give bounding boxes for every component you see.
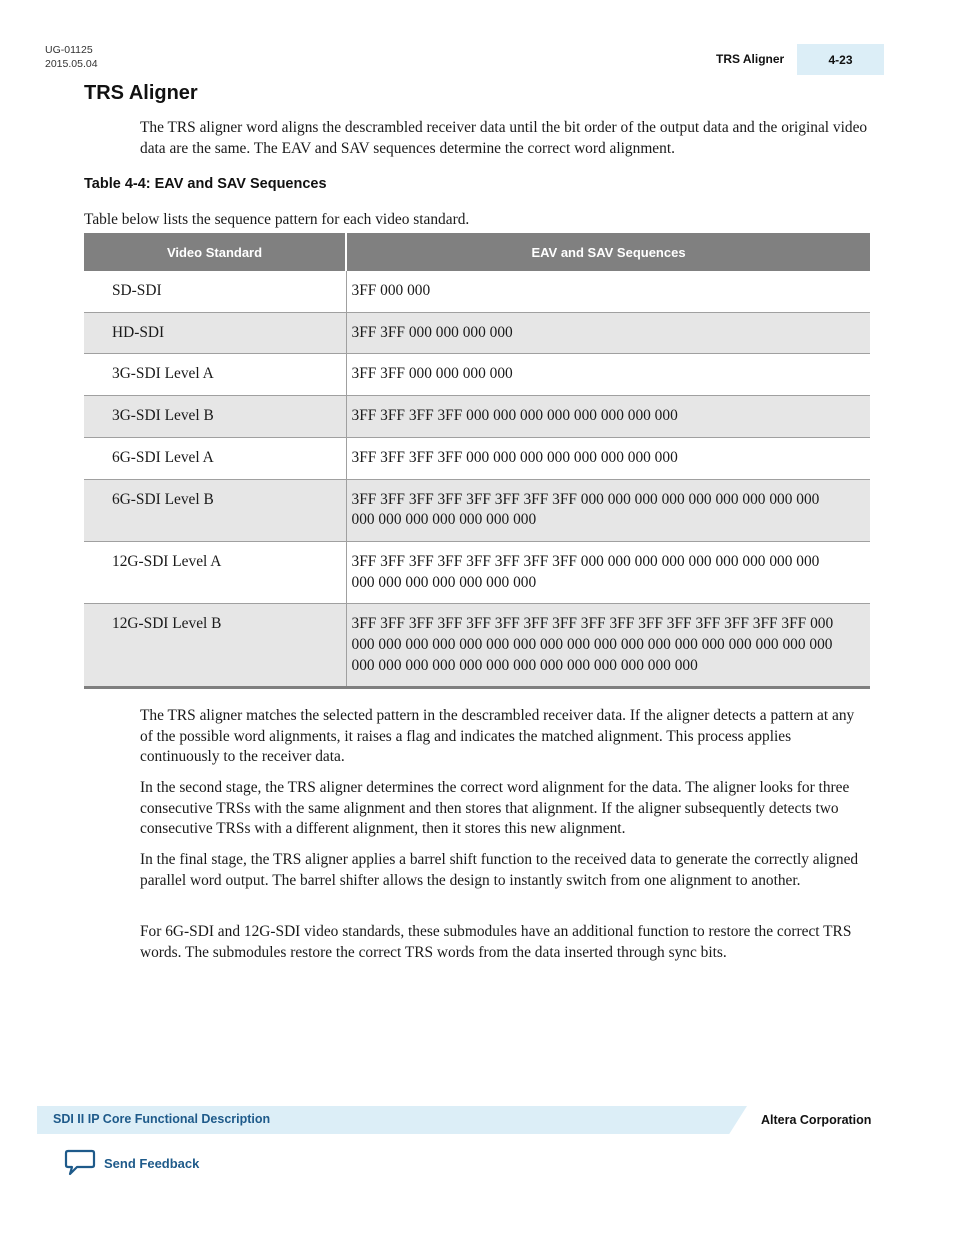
table-intro-text: Table below lists the sequence pattern for each video standard.: [84, 211, 470, 228]
body-paragraph: The TRS aligner matches the selected pattern in the descrambled receiver data. If the aligner detects a pattern at any of the possible word alignments, it raises a flag and indicates the matched alignment. This process applies continuously to the receiver data.: [140, 707, 855, 766]
body-paragraph: For 6G-SDI and 12G-SDI video standards, these submodules have an additional function to restore the correct TRS words. The submodules restore the correct TRS words from the data inserted through sync bits.: [140, 923, 852, 961]
video-standard-cell: 12G-SDI Level B: [84, 604, 346, 688]
table-caption: Table 4-4: EAV and SAV Sequences: [84, 176, 327, 192]
document-id: UG-01125: [45, 44, 93, 56]
column-header-sequences: EAV and SAV Sequences: [346, 233, 870, 271]
body-paragraph: In the second stage, the TRS aligner determines the correct word alignment for the data. The aligner looks for three consecutive TRSs with the same alignment and then stores that alignment. If the aligner subsequently detects two consecutive TRSs with a different alignment, then it stores this new alignment.: [140, 779, 850, 838]
page-number: 4-23: [797, 44, 884, 75]
send-feedback-label[interactable]: Send Feedback: [104, 1155, 200, 1171]
video-standard-cell: SD-SDI: [84, 271, 346, 312]
video-standard-cell: 6G-SDI Level A: [84, 437, 346, 479]
table-row: [84, 396, 870, 438]
eav-sav-table: [84, 233, 870, 689]
sequence-cell: 3FF 3FF 3FF 3FF 3FF 3FF 3FF 3FF 000 000 000 000 000 000 000 000 000 000 000 000 000 000 000 000: [346, 541, 870, 603]
sequence-cell: 3FF 3FF 3FF 3FF 000 000 000 000 000 000 000 000: [346, 396, 870, 438]
footer-chapter-title: SDI II IP Core Functional Description: [53, 1112, 271, 1126]
sequence-cell: 3FF 3FF 3FF 3FF 000 000 000 000 000 000 000 000: [346, 437, 870, 479]
video-standard-cell: HD-SDI: [84, 312, 346, 354]
video-standard-cell: 3G-SDI Level A: [84, 354, 346, 396]
video-standard-cell: 12G-SDI Level A: [84, 541, 346, 603]
header-section-title: TRS Aligner: [716, 52, 785, 66]
table-row: [84, 312, 870, 354]
sequence-cell: 3FF 3FF 3FF 3FF 3FF 3FF 3FF 3FF 3FF 3FF 3FF 3FF 3FF 3FF 3FF 3FF 000 000 000 000 000 000 000 000 000 000 000 000 000 000 000 000 000 000 000 000 000 000 000 000 000 000 000 000 000 000 000 000: [346, 604, 870, 688]
speech-bubble-icon: [64, 1149, 96, 1177]
table-row: [84, 541, 870, 603]
table-row: [84, 437, 870, 479]
table-row: [84, 354, 870, 396]
sequence-cell: 3FF 3FF 3FF 3FF 3FF 3FF 3FF 3FF 000 000 000 000 000 000 000 000 000 000 000 000 000 000 000 000: [346, 479, 870, 541]
video-standard-cell: 6G-SDI Level B: [84, 479, 346, 541]
section-heading: TRS Aligner: [84, 82, 198, 104]
intro-paragraph: The TRS aligner word aligns the descrambled receiver data until the bit order of the output data and the original video data are the same. The EAV and SAV sequences determine the correct word alignment.: [140, 119, 868, 157]
table-row: [84, 271, 870, 312]
footer-company: Altera Corporation: [761, 1113, 872, 1127]
document-date: 2015.05.04: [45, 58, 98, 70]
send-feedback-link[interactable]: [64, 1149, 199, 1177]
video-standard-cell: 3G-SDI Level B: [84, 396, 346, 438]
sequence-cell: 3FF 000 000: [346, 271, 870, 312]
table-row: [84, 604, 870, 688]
sequence-cell: 3FF 3FF 000 000 000 000: [346, 312, 870, 354]
body-paragraph: In the final stage, the TRS aligner applies a barrel shift function to the received data to generate the correctly aligned parallel word output. The barrel shifter allows the design to instantly switch from one alignment to another.: [140, 851, 859, 889]
table-header-row: [84, 233, 870, 271]
column-header-video-standard: Video Standard: [84, 233, 346, 271]
document-id-block: [45, 43, 98, 71]
sequence-cell: 3FF 3FF 000 000 000 000: [346, 354, 870, 396]
table-row: [84, 479, 870, 541]
